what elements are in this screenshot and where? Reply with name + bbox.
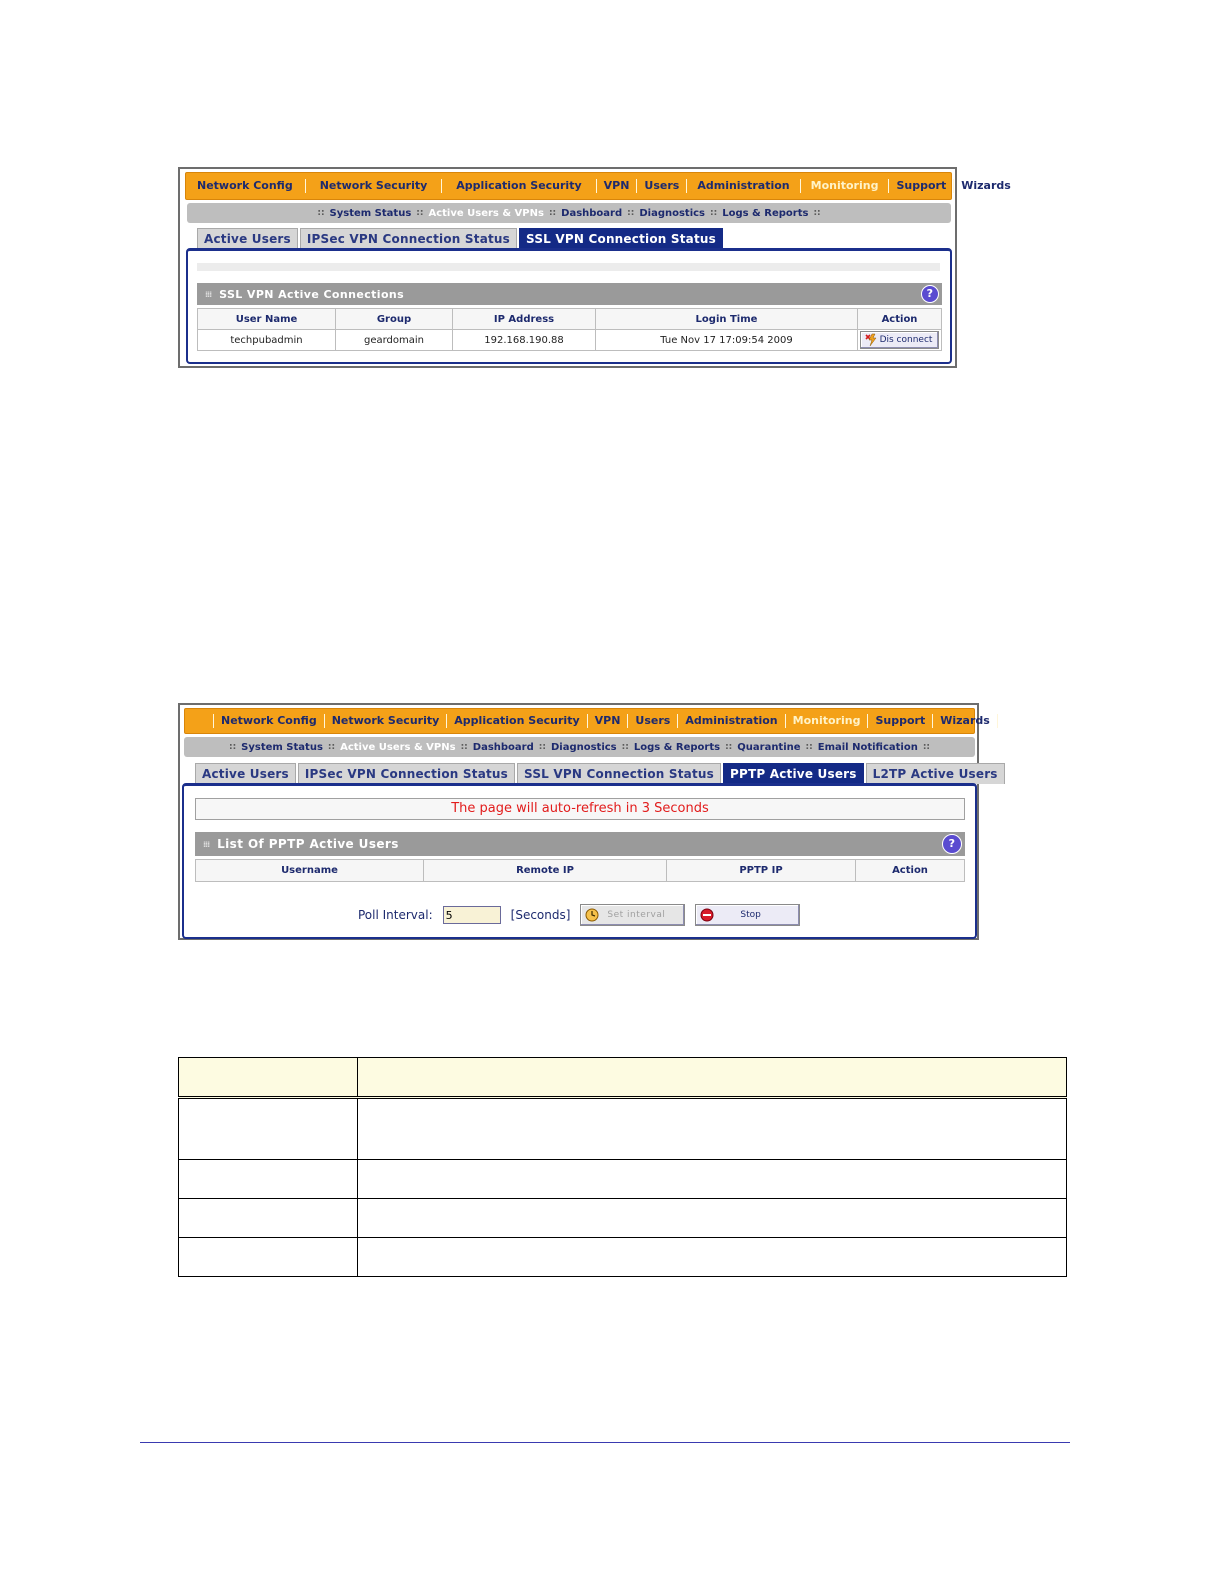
- nav-support[interactable]: Support: [868, 714, 933, 728]
- subnav-diagnostics[interactable]: Diagnostics: [550, 741, 617, 753]
- subnav-dashboard[interactable]: Dashboard: [472, 741, 534, 753]
- table-row: [179, 1098, 1067, 1160]
- auto-refresh-message: The page will auto-refresh in 3 Seconds: [195, 798, 965, 820]
- sub-nav: :: System Status :: Active Users & VPNs :: Dashboard :: Diagnostics :: Logs & Reports :: Quarantine :: Email Notification ::: [184, 737, 975, 757]
- poll-interval-label: Poll Interval:: [358, 908, 433, 922]
- cell-group: geardomain: [336, 330, 453, 351]
- main-nav: [184, 708, 990, 734]
- pptp-users-table: [195, 859, 965, 882]
- description-table: [178, 1057, 1067, 1277]
- table-row: [179, 1199, 1067, 1238]
- tab-l2tp-active-users[interactable]: L2TP Active Users: [866, 763, 1005, 784]
- nav-network-security[interactable]: Network Security: [306, 179, 443, 193]
- content-panel: [186, 248, 952, 364]
- col-action: Action: [856, 860, 965, 882]
- subnav-email-notification[interactable]: Email Notification: [817, 741, 918, 753]
- nav-network-config[interactable]: Network Config: [190, 179, 306, 193]
- subnav-active-users-vpns[interactable]: Active Users & VPNs: [340, 741, 456, 753]
- section-header: [195, 832, 965, 856]
- subnav-active-users-vpns[interactable]: Active Users & VPNs: [428, 207, 544, 219]
- subnav-diagnostics[interactable]: Diagnostics: [639, 207, 706, 219]
- help-icon[interactable]: ?: [921, 285, 939, 303]
- header-cell-item: [179, 1058, 358, 1098]
- nav-monitoring[interactable]: Monitoring: [801, 179, 890, 193]
- pptp-screenshot: [178, 703, 998, 940]
- nav-support[interactable]: Support: [889, 179, 954, 193]
- main-nav: [185, 172, 1011, 200]
- col-user-name: User Name: [198, 309, 336, 330]
- subnav-logs-reports[interactable]: Logs & Reports: [633, 741, 721, 753]
- stop-icon: [700, 908, 714, 922]
- tab-pptp-active-users[interactable]: PPTP Active Users: [723, 763, 864, 784]
- table-row: [179, 1160, 1067, 1199]
- tab-ssl-vpn-status[interactable]: SSL VPN Connection Status: [517, 763, 721, 784]
- col-remote-ip: Remote IP: [424, 860, 667, 882]
- nav-network-security[interactable]: Network Security: [325, 714, 448, 728]
- stop-button[interactable]: [695, 904, 800, 926]
- col-login-time: Login Time: [596, 309, 858, 330]
- nav-vpn[interactable]: VPN: [588, 714, 629, 728]
- disconnect-label: Dis connect: [879, 334, 933, 345]
- ssl-vpn-screenshot: [178, 167, 1011, 368]
- grip-icon: ⁞⁞⁞: [203, 839, 210, 849]
- section-title: SSL VPN Active Connections: [219, 287, 405, 301]
- cell-ip: 192.168.190.88: [453, 330, 596, 351]
- tab-bar: [195, 763, 1007, 784]
- nav-application-security[interactable]: Application Security: [447, 714, 587, 728]
- subnav-system-status[interactable]: System Status: [329, 207, 412, 219]
- subnav-logs-reports[interactable]: Logs & Reports: [722, 207, 809, 219]
- tab-active-users[interactable]: Active Users: [195, 763, 296, 784]
- tab-ssl-vpn-status[interactable]: SSL VPN Connection Status: [519, 228, 723, 249]
- disconnect-icon: [864, 333, 878, 347]
- grip-icon: ⁞⁞⁞: [205, 289, 212, 299]
- tab-ipsec-vpn-status[interactable]: IPSec VPN Connection Status: [300, 228, 517, 249]
- nav-administration[interactable]: Administration: [678, 714, 785, 728]
- set-interval-label: Set interval: [607, 910, 666, 920]
- col-pptp-ip: PPTP IP: [667, 860, 856, 882]
- clock-icon: [585, 908, 599, 922]
- seconds-label: [Seconds]: [510, 908, 571, 922]
- nav-users[interactable]: Users: [628, 714, 678, 728]
- table-row: [179, 1238, 1067, 1277]
- help-icon[interactable]: ?: [942, 834, 962, 854]
- tab-bar: [197, 228, 725, 249]
- table-header-row: [179, 1058, 1067, 1098]
- col-group: Group: [336, 309, 453, 330]
- subnav-dashboard[interactable]: Dashboard: [561, 207, 623, 219]
- nav-wizards[interactable]: Wizards: [933, 714, 998, 728]
- tab-ipsec-vpn-status[interactable]: IPSec VPN Connection Status: [298, 763, 515, 784]
- nav-monitoring[interactable]: Monitoring: [786, 714, 869, 728]
- ssl-connections-table: [197, 308, 942, 351]
- nav-administration[interactable]: Administration: [687, 179, 800, 193]
- tab-active-users[interactable]: Active Users: [197, 228, 298, 249]
- nav-application-security[interactable]: Application Security: [442, 179, 596, 193]
- col-action: Action: [858, 309, 942, 330]
- col-ip-address: IP Address: [453, 309, 596, 330]
- cell-login-time: Tue Nov 17 17:09:54 2009: [596, 330, 858, 351]
- cell-action: [858, 330, 942, 351]
- content-panel: [182, 783, 977, 939]
- nav-vpn[interactable]: VPN: [597, 179, 638, 193]
- cell-user: techpubadmin: [198, 330, 336, 351]
- nav-network-config[interactable]: Network Config: [213, 714, 325, 728]
- table-row: [198, 330, 942, 351]
- stop-label: Stop: [740, 910, 761, 920]
- col-username: Username: [196, 860, 424, 882]
- nav-wizards[interactable]: Wizards: [961, 179, 1011, 192]
- subnav-quarantine[interactable]: Quarantine: [737, 741, 801, 753]
- header-cell-description: [358, 1058, 1067, 1098]
- disconnect-button[interactable]: [860, 331, 940, 349]
- sub-nav: :: System Status :: Active Users & VPNs :: Dashboard :: Diagnostics :: Logs & Reports ::: [187, 203, 951, 223]
- poll-interval-input[interactable]: [443, 906, 501, 924]
- set-interval-button[interactable]: [580, 904, 685, 926]
- section-title: List Of PPTP Active Users: [217, 837, 399, 851]
- poll-interval-row: [358, 903, 800, 927]
- nav-users[interactable]: Users: [637, 179, 687, 193]
- footer-rule: [140, 1442, 1070, 1443]
- section-header: [197, 283, 942, 305]
- subnav-system-status[interactable]: System Status: [241, 741, 323, 753]
- spacer-bar: [197, 263, 940, 271]
